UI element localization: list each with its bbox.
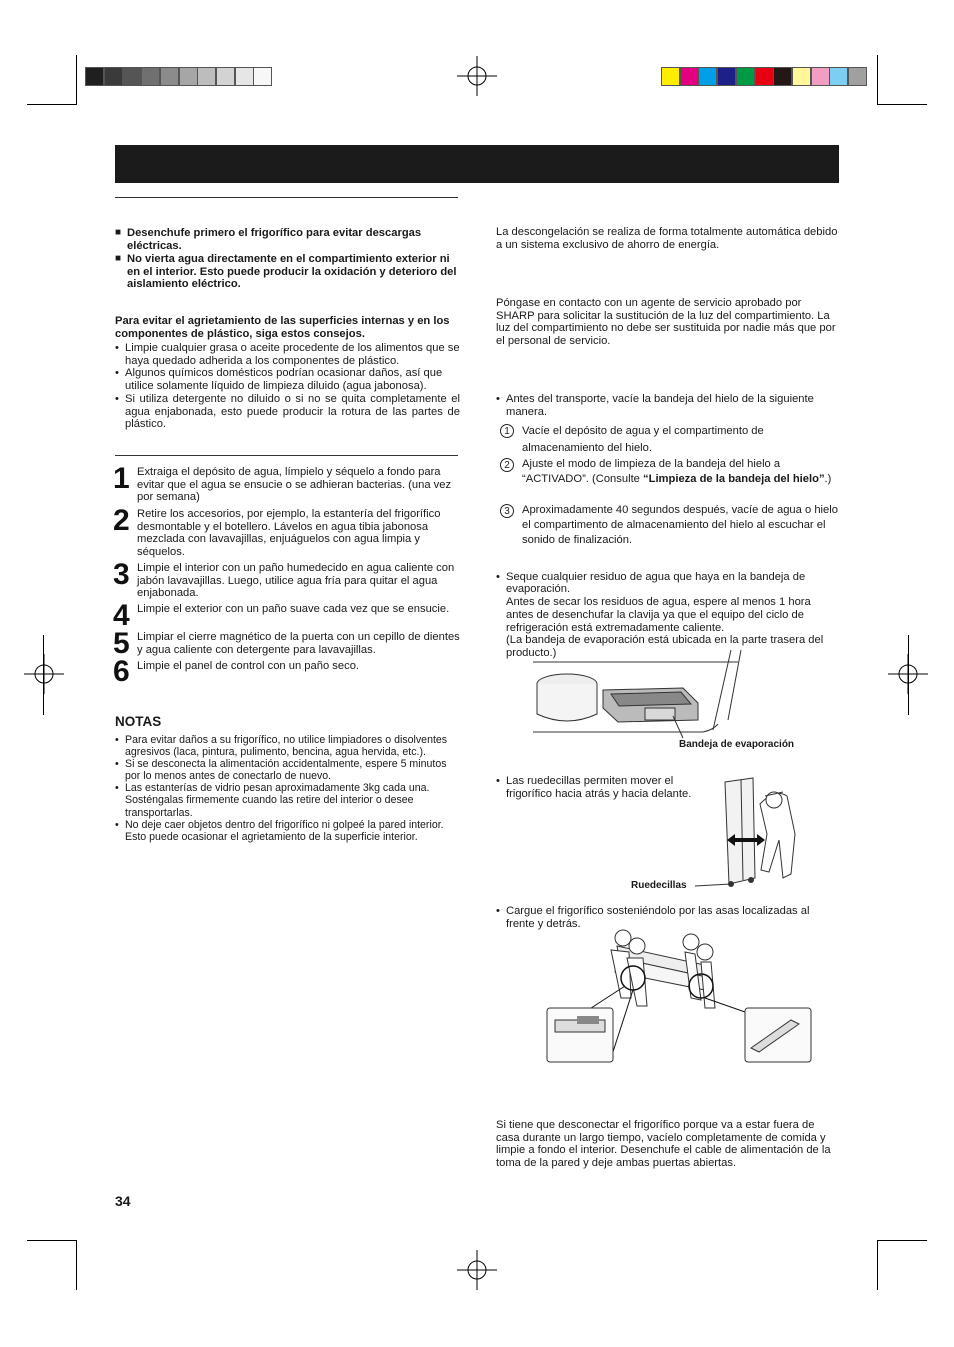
casters-caption: Ruedecillas xyxy=(631,880,687,891)
step-number-circle: 3 xyxy=(500,504,514,518)
color-swatch xyxy=(661,67,680,86)
list-item: • Si se desconecta la alimentación accidentalmente, espere 5 minutos por lo menos antes de conectarlo de nuevo. xyxy=(115,758,455,782)
list-item: • Limpie cualquier grasa o aceite procedente de los alimentos que se haya quedado adherida a los componentes de plástico. xyxy=(115,342,460,367)
side-crop-line xyxy=(908,635,909,715)
registration-mark-icon xyxy=(457,56,497,96)
gray-swatch xyxy=(235,67,254,86)
gray-swatch xyxy=(197,67,216,86)
step-text: Limpiar el cierre magnético de la puerta con un cepillo de dientes y agua caliente con detergente para lavavajillas. xyxy=(137,631,460,656)
evaporation-tray-illustration xyxy=(533,648,743,740)
casters-illustration xyxy=(695,774,815,892)
color-swatch xyxy=(717,67,736,86)
step-number: 2 xyxy=(113,504,130,537)
gray-swatch xyxy=(85,67,104,86)
warning-item: ■ No vierta agua directamente en el compartimiento exterior ni en el interior. Esto puede producir la oxidación y deterioro del aislamiento eléctrico. xyxy=(115,253,457,291)
gray-swatch xyxy=(253,67,272,86)
step-number: 4 xyxy=(113,599,130,632)
side-crop-line xyxy=(43,635,44,715)
list-item: • Para evitar daños a su frigorífico, no utilice limpiadores o disolventes agresivos (laca, pintura, pulimento, bencina, agua hervida, etc.). xyxy=(115,734,455,758)
step-text: Limpie el interior con un paño humedecido en agua caliente con jabón lavavajillas. Luego, utilice agua fría para quitar el agua enjabonada. xyxy=(137,562,455,600)
step-text: Retire los accesorios, por ejemplo, la estantería del frigorífico desmontable y el botellero. Lávelos en agua tibia jabonosa mezclada con lavavajillas, enjuáguelos con agua limpia y séquelos. xyxy=(137,508,441,559)
list-item: • Algunos químicos domésticos podrían ocasionar daños, así que utilice solamente líquido de limpieza diluido (agua jabonosa). xyxy=(115,367,460,392)
gray-swatch xyxy=(216,67,235,86)
transport-step: 2 Ajuste el modo de limpieza de la bandeja del hielo a “ACTIVADO”. (Consulte “Limpieza de la bandeja del hielo”.) xyxy=(500,457,840,487)
registration-mark-icon xyxy=(457,1250,497,1290)
step-text: Limpie el panel de control con un paño seco. xyxy=(137,660,360,672)
gray-swatch xyxy=(141,67,160,86)
carry-illustration xyxy=(545,928,815,1068)
section-header-bar xyxy=(115,145,839,183)
step-number: 6 xyxy=(113,655,130,688)
step-number: 3 xyxy=(113,558,130,591)
gray-swatch xyxy=(104,67,123,86)
section-divider xyxy=(115,197,458,198)
registration-mark-icon xyxy=(24,654,64,694)
defrost-text: La descongelación se realiza de forma totalmente automática debido a un sistema exclusivo de ahorro de energía. xyxy=(496,226,838,251)
plastic-heading: Para evitar el agrietamiento de las superficies internas y en los componentes de plástico, siga estos consejos. xyxy=(115,315,450,340)
list-item: • Las estanterías de vidrio pesan aproximadamente 3kg cada una. Sosténgalas firmemente cuando las retire del interior o desee transportarlas. xyxy=(115,782,455,818)
color-swatch xyxy=(736,67,755,86)
color-swatch xyxy=(829,67,848,86)
plastic-tips-list xyxy=(115,342,460,431)
color-swatch xyxy=(848,67,867,86)
list-item: • No deje caer objetos dentro del frigorífico ni golpeé la pared interior. Esto puede ocasionar el agrietamiento de la superficie interior. xyxy=(115,819,455,843)
transport-step: 1 Vacíe el depósito de agua y el compartimento de almacenamiento del hielo. xyxy=(500,423,840,456)
step-number: 5 xyxy=(113,627,130,660)
vacation-text: Si tiene que desconectar el frigorífico porque va a estar fuera de casa durante un largo tiempo, vacíelo completamente de comida y limpie a fondo el interior. Desenchufe el cable de alimentación de la toma de la pared y deje ambas puertas abiertas. xyxy=(496,1119,831,1170)
carry-text: • Cargue el frigorífico sosteniéndolo por las asas localizadas al frente y detrás. xyxy=(496,905,841,930)
transport-intro: • Antes del transporte, vacíe la bandeja del hielo de la siguiente manera. xyxy=(496,393,841,418)
gray-swatch xyxy=(179,67,198,86)
color-swatch xyxy=(680,67,699,86)
color-swatch xyxy=(773,67,792,86)
section-divider xyxy=(115,455,458,456)
light-text: Póngase en contacto con un agente de servicio aprobado por SHARP para solicitar la sustitución de la luz del compartimiento. La luz del compartimiento no debe ser sustituida por nadie más que por el personal de servicio. xyxy=(496,297,836,348)
square-bullet-icon: ■ xyxy=(115,253,122,264)
list-item: • Si utiliza detergente no diluido o si no se quita completamente el agua enjabonada, esto puede producir la rotura de las partes de plástico. xyxy=(115,393,460,431)
page-number: 34 xyxy=(115,1193,131,1209)
step-text: Limpie el exterior con un paño suave cada vez que se ensucie. xyxy=(137,603,450,615)
step-text: Extraiga el depósito de agua, límpielo y séquelo a fondo para evitar que el agua se ensucie o se adhieran bacterias. (una vez por semana) xyxy=(137,466,452,504)
evaporation-text: • Seque cualquier residuo de agua que haya en la bandeja de evaporación. Antes de secar los residuos de agua, espere al menos 1 hora antes de desenchufar la clavija ya que el equipo del ciclo de refrigeración está extremadamente caliente. (La bandeja de evaporación está ubicada en la parte trasera del producto.) xyxy=(496,558,841,672)
gray-swatch xyxy=(160,67,179,86)
step-number-circle: 1 xyxy=(500,424,514,438)
gray-swatch xyxy=(122,67,141,86)
square-bullet-icon: ■ xyxy=(115,227,122,238)
color-swatch xyxy=(792,67,811,86)
casters-text: • Las ruedecillas permiten mover el frigorífico hacia atrás y hacia delante. xyxy=(496,775,711,800)
evaporation-tray-caption: Bandeja de evaporación xyxy=(679,739,795,750)
color-swatch xyxy=(698,67,717,86)
step-number: 1 xyxy=(113,462,130,495)
color-swatch xyxy=(755,67,774,86)
color-swatch xyxy=(811,67,830,86)
step-number-circle: 2 xyxy=(500,458,514,472)
warning-item: ■ Desenchufe primero el frigorífico para evitar descargas eléctricas. xyxy=(115,227,422,252)
notes-title: NOTAS xyxy=(115,714,162,729)
transport-step: 3 Aproximadamente 40 segundos después, vacíe de agua o hielo el compartimento de almacenamiento del hielo al escuchar el sonido de finalización. xyxy=(500,503,840,548)
notes-list xyxy=(115,734,455,843)
